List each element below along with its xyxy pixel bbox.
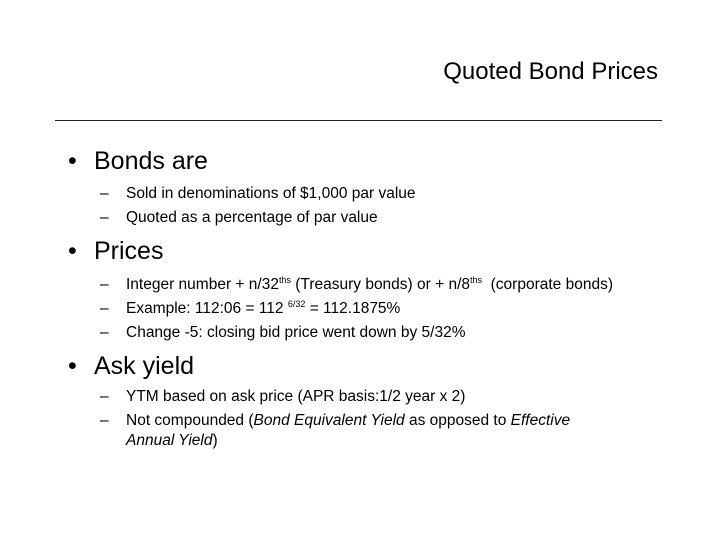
sub-item <box>100 387 465 407</box>
sub-item-text: Integer number + n/32 <box>126 276 279 293</box>
bullet-icon: • <box>68 237 77 265</box>
dash-icon: – <box>100 388 109 405</box>
italic-term: Effective <box>510 412 571 429</box>
sub-item-text: (Treasury bonds) or + n/8 <box>290 276 471 293</box>
sub-item-text: Example: 112:06 = 112 <box>126 300 288 317</box>
bullet-ask-yield <box>68 352 194 381</box>
bullet-label: Bonds are <box>94 147 208 175</box>
bullet-label: Prices <box>94 237 164 265</box>
dash-icon: – <box>100 209 109 226</box>
dash-icon: – <box>100 185 109 202</box>
sub-item-text: ) <box>212 432 218 449</box>
sub-item-text: = 112.1875% <box>305 300 401 317</box>
dash-icon: – <box>100 324 109 341</box>
bullet-label: Ask yield <box>94 352 195 380</box>
sub-item-text: YTM based on ask price (APR basis:1/2 year x 2) <box>126 388 466 405</box>
sub-item <box>100 299 400 319</box>
dash-icon: – <box>100 276 109 293</box>
bullet-icon: • <box>68 147 77 175</box>
superscript: ths <box>278 275 291 285</box>
bullet-prices <box>68 237 163 266</box>
sub-item-text: (corporate bonds) <box>482 276 613 293</box>
italic-term: Bond Equivalent Yield <box>253 412 405 429</box>
dash-icon: – <box>100 300 109 317</box>
sub-item-text: Not compounded ( <box>126 412 254 429</box>
bullet-bonds-are <box>68 147 208 176</box>
superscript: 6/32 <box>287 299 306 309</box>
sub-item <box>100 275 613 295</box>
sub-item-text: Change -5: closing bid price went down by 5/32% <box>126 324 466 341</box>
superscript: ths <box>470 275 483 285</box>
sub-item <box>100 208 378 228</box>
sub-item <box>100 323 465 343</box>
italic-term: Annual Yield <box>126 432 213 449</box>
sub-item <box>100 411 570 431</box>
sub-item-text: Sold in denominations of $1,000 par value <box>126 185 416 202</box>
dash-icon: – <box>100 412 109 429</box>
sub-item-text: Quoted as a percentage of par value <box>126 209 378 226</box>
bullet-icon: • <box>68 352 77 380</box>
sub-item <box>100 184 416 204</box>
sub-item-continuation <box>126 431 218 451</box>
slide-title: Quoted Bond Prices <box>443 58 658 85</box>
title-divider <box>55 120 662 121</box>
sub-item-text: as opposed to <box>404 412 511 429</box>
